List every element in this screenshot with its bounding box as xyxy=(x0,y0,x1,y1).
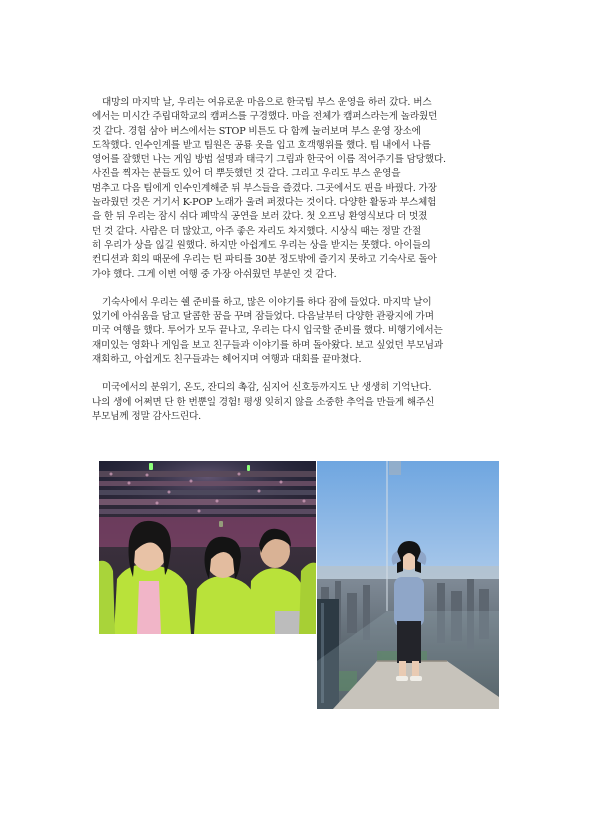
skyline-image xyxy=(317,461,499,709)
text-line: 컨디션과 회의 때문에 우리는 틴 파티를 30분 정도밖에 즐기지 못하고 기숙사로 돌아 xyxy=(92,254,437,266)
concert-audience-image xyxy=(99,461,316,634)
skyline-observation-deck-photo xyxy=(317,461,499,709)
text-line: 가야 했다. 그게 이번 여행 중 가장 아쉬웠던 부분인 것 같다. xyxy=(92,268,337,280)
text-line: 재미있는 영화나 게임을 보고 친구들과 이야기를 하며 돌아왔다. 보고 싶었던 부모님과 xyxy=(92,339,444,351)
text-line: 었기에 아쉬움을 담고 달콤한 꿈을 꾸며 잠들었다. 다음날부터 다양한 관광지에 가며 xyxy=(92,311,434,323)
paragraph-2 xyxy=(92,296,512,367)
text-line: 사진을 찍자는 분들도 있어 더 뿌듯했던 것 같다. 그리고 우리도 부스 운영을 xyxy=(92,168,401,180)
text-line: 멈추고 다음 팀에게 인수인계해준 뒤 부스들을 즐겼다. 그곳에서도 핀을 바꿨다. 가장 xyxy=(92,182,437,194)
text-line: 재회하고, 아쉽게도 친구들과는 헤어지며 여행과 대회를 끝마쳤다. xyxy=(92,354,362,366)
text-line: 에서는 미시간 주립대학교의 캠퍼스를 구경했다. 마을 전체가 캠퍼스라는게 놀라웠던 xyxy=(92,111,438,123)
text-line: 부모님께 정말 감사드린다. xyxy=(92,410,201,422)
text-line: 미국 여행을 했다. 투어가 모두 끝나고, 우리는 다시 입국할 준비를 했다. 비행기에서는 xyxy=(92,325,443,337)
text-line: 던 것 같다. 사람은 더 많았고, 아주 좋은 자리도 차지했다. 시상식 때는 정말 간절 xyxy=(92,225,422,237)
essay-text xyxy=(92,96,512,438)
paragraph-1 xyxy=(92,96,512,282)
concert-audience-photo xyxy=(99,461,316,634)
text-line: 기숙사에서 우리는 쉘 준비를 하고, 많은 이야기를 하다 잠에 들었다. 마지막 날이 xyxy=(102,296,432,308)
text-line: 것 같다. 경험 삼아 버스에서는 STOP 비튼도 다 함께 눌러보며 부스 운영 장소에 xyxy=(92,125,421,137)
text-line: 영어를 잘했던 나는 게임 방법 설명과 태극기 그림과 한국어 이름 적어주기를 담당했다. xyxy=(92,154,446,166)
paragraph-3 xyxy=(92,381,512,424)
text-line: 대망의 마지막 날, 우리는 여유로운 마음으로 한국팀 부스 운영을 하러 갔다. 버스 xyxy=(102,97,432,108)
text-line: 도착했다. 인수인계를 받고 팀원은 공룡 옷을 입고 호객행위를 했다. 팀 내에서 나름 xyxy=(92,139,431,151)
text-line: 놀라웠던 것은 거기서 K-POP 노래가 울려 퍼졌다는 것이다. 다양한 활동과 부스체험 xyxy=(92,197,437,209)
text-line: 히 우리가 상을 읺길 원했다. 하지만 아쉽게도 우리는 상을 받지는 못했다. 아이들의 xyxy=(92,239,431,251)
text-line: 미국에서의 분위기, 온도, 잔디의 촉감, 심지어 신호등까지도 난 생생히 기억난다. xyxy=(102,382,432,394)
text-line: 을 한 뒤 우리는 잠시 쉬다 폐막식 공연을 보러 갔다. 첫 오프닝 환영식보다 더 멋졌 xyxy=(92,211,428,223)
text-line: 나의 생에 어쩌면 단 한 번뿐일 경험! 평생 잊히지 않을 소중한 추억을 만들게 해주신 xyxy=(92,396,435,408)
